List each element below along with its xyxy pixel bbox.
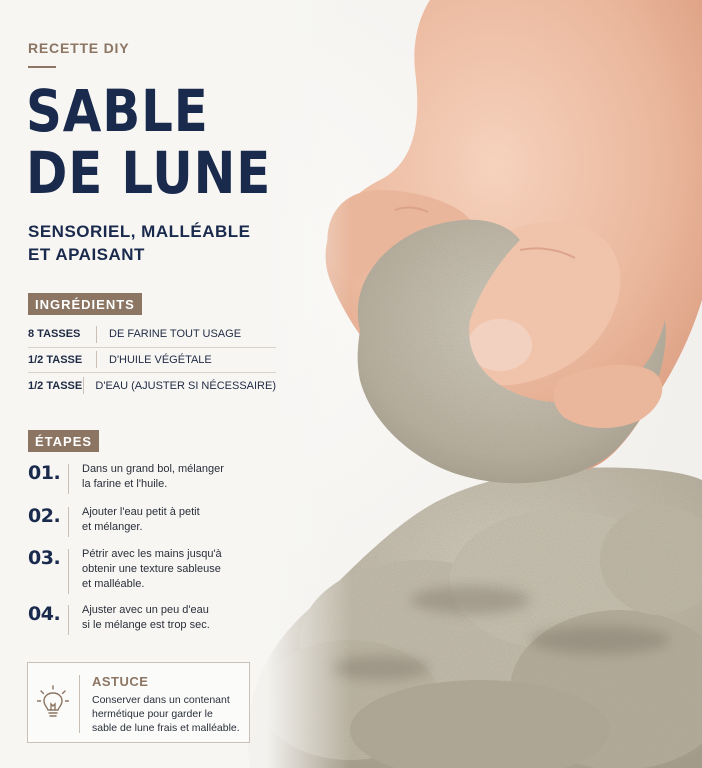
subtitle-line-1: SENSORIEL, MALLÉABLE: [28, 222, 251, 241]
step-item: [28, 603, 278, 635]
step-text: [82, 603, 210, 635]
step-divider: [68, 549, 69, 594]
ingredient-name: D'HUILE VÉGÉTALE: [109, 353, 212, 366]
lightbulb-icon: [37, 685, 69, 721]
ingredient-row: [28, 322, 276, 348]
ingredient-name: D'EAU (AJUSTER SI NÉCESSAIRE): [95, 379, 276, 392]
ingredient-name: DE FARINE TOUT USAGE: [109, 328, 242, 341]
tip-box: [27, 662, 250, 743]
ingredient-separator: [96, 326, 97, 343]
ingredient-row: [28, 373, 276, 399]
ingredients-heading: INGRÉDIENTS: [28, 293, 142, 315]
ingredient-separator: [96, 351, 97, 368]
step-text-line: Pétrir avec les mains jusqu'à: [82, 548, 222, 560]
step-number: 01.: [28, 462, 61, 484]
tip-text: [92, 693, 240, 735]
step-item: [28, 505, 278, 537]
title-line-1: SABLE: [26, 77, 209, 145]
eyebrow-underline: [28, 66, 56, 68]
step-divider: [68, 507, 69, 537]
tip-text-line: hermétique pour garder le: [92, 708, 213, 720]
ingredients-table: [28, 322, 276, 399]
ingredient-separator: [83, 377, 84, 394]
tip-text-line: sable de lune frais et malléable.: [92, 722, 240, 734]
ingredient-quantity: 8 TASSES: [28, 328, 81, 341]
tip-text-line: Conserver dans un contenant: [92, 694, 230, 706]
step-text-line: et mélanger.: [82, 521, 143, 533]
page-title: [26, 77, 272, 207]
steps-heading: ÉTAPES: [28, 430, 99, 452]
step-text: [82, 547, 222, 594]
page-subtitle: [28, 220, 251, 266]
ingredient-row: [28, 348, 276, 374]
tip-title: ASTUCE: [92, 674, 149, 689]
eyebrow-label: RECETTE DIY: [28, 40, 130, 56]
step-text-line: obtenir une texture sableuse: [82, 563, 221, 575]
step-text: [82, 462, 224, 494]
step-text-line: Ajouter l'eau petit à petit: [82, 506, 200, 518]
ingredient-quantity: 1/2 TASSE: [28, 353, 83, 366]
step-text-line: Dans un grand bol, mélanger: [82, 463, 224, 475]
step-item: [28, 547, 278, 594]
step-divider: [68, 464, 69, 494]
tip-divider: [79, 675, 80, 733]
ingredient-quantity: 1/2 TASSE: [28, 379, 83, 392]
step-text-line: Ajuster avec un peu d'eau: [82, 604, 209, 616]
step-text-line: et malléable.: [82, 578, 145, 590]
step-text-line: la farine et l'huile.: [82, 478, 168, 490]
title-line-2: DE LUNE: [26, 139, 272, 207]
step-number: 03.: [28, 547, 61, 569]
step-item: [28, 462, 278, 494]
step-number: 04.: [28, 603, 61, 625]
subtitle-line-2: ET APAISANT: [28, 245, 145, 264]
step-divider: [68, 605, 69, 635]
step-number: 02.: [28, 505, 61, 527]
step-text: [82, 505, 200, 537]
step-text-line: si le mélange est trop sec.: [82, 619, 210, 631]
